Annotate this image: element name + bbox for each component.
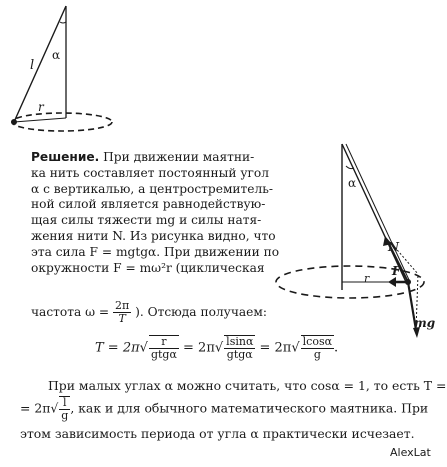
- solution-line-6: жения нити N. Из рисунка видно, что: [31, 228, 276, 243]
- solution-line-8: окружности F = mω²r (циклическая: [31, 260, 265, 275]
- period-formula: T = 2π√ $\frac{r}{\text{gtgα}}$ = 2π√ $\frac{lsin\alpha}{\text{gtgα}}$ = 2π√ $\frac{lcos\alpha}{g}$ .: [95, 335, 339, 361]
- large-label-N: N: [388, 240, 399, 254]
- solution-line-3: α с вертикалью, а центростремитель-: [31, 181, 273, 196]
- solution-paragraph: [31, 150, 280, 276]
- conclusion-line-3: этом зависимость периода от угла α практически исчезает.: [20, 426, 415, 441]
- large-label-alpha: α: [348, 176, 357, 190]
- frequency-fraction: $\frac{2\pi}{T}$: [115, 299, 130, 325]
- large-label-mg: mg: [414, 316, 436, 330]
- solution-line-1: Решение. При движении маятни-: [31, 150, 255, 164]
- large-label-r: r: [364, 272, 370, 285]
- small-label-alpha: α: [52, 48, 61, 62]
- solution-heading: Решение.: [31, 150, 100, 164]
- conclusion-line-2: = 2π√ $\frac{l}{g}$ , как и для обычного математического маятника. При: [20, 396, 429, 422]
- small-label-r: r: [38, 100, 44, 114]
- large-label-F: F: [392, 264, 401, 278]
- solution-line-9: частота ω = $\frac{2\pi}{T}$ ). Отсюда получаем:: [31, 299, 267, 325]
- solution-line-5: щая силы тяжести mg и силы натя-: [31, 213, 262, 228]
- solution-line-4: ной силой является равнодействую-: [31, 197, 266, 212]
- conclusion-line-1: При малых углах α можно считать, что cosα = 1, то есть T =: [48, 378, 447, 393]
- watermark: AlexLat: [390, 446, 431, 459]
- small-label-l: l: [30, 58, 35, 73]
- small-pendulum-figure: [0, 0, 140, 140]
- solution-line-2: ка нить составляет постоянный угол: [31, 165, 270, 180]
- solution-line-7: эта сила F = mgtgα. При движении по: [31, 244, 280, 259]
